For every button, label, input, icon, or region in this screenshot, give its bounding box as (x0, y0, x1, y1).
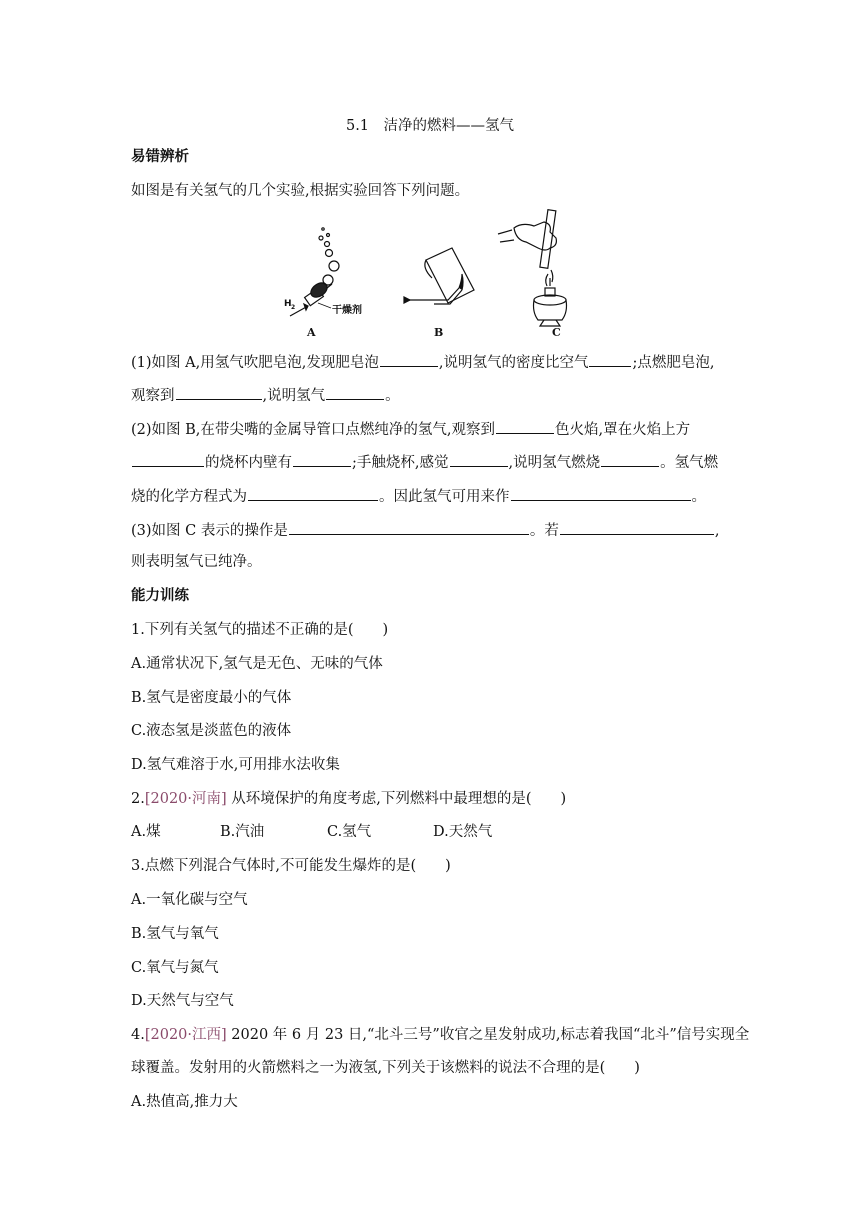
mc1-option-d: D.氢气难溶于水,可用排水法收集 (131, 757, 340, 773)
answer-blank[interactable] (289, 519, 529, 535)
answer-blank[interactable] (248, 485, 378, 501)
mc3-option-b: B.氢气与氧气 (131, 926, 219, 942)
q1-text-1: (1)如图 A,用氢气吹肥皂泡,发现肥皂泡 (131, 355, 379, 371)
q2-text-4: ;手触烧杯,感觉 (352, 455, 449, 471)
label-c: C (552, 326, 561, 338)
answer-blank[interactable] (326, 384, 384, 400)
q3-text-2: 。若 (529, 523, 559, 539)
mc4-option-a: A.热值高,推力大 (131, 1094, 238, 1110)
mc1-option-c: C.液态氢是淡蓝色的液体 (131, 723, 292, 739)
q1-text-3: ;点燃肥皂泡, (632, 355, 715, 371)
mc4-stem-line-1 (131, 1025, 749, 1045)
mc3-option-a: A.一氧化碳与空气 (131, 892, 248, 908)
mc2-stem-text: 从环境保护的角度考虑,下列燃料中最理想的是( ) (226, 791, 567, 807)
label-h2: H (284, 299, 292, 309)
question-3-line-2: 则表明氢气已纯净。 (131, 554, 262, 570)
q2-text-3: 的烧杯内壁有 (205, 455, 292, 471)
experiment-figure (276, 208, 586, 338)
q2-text-8: 。因此氢气可用来作 (379, 489, 510, 505)
page-title: 5.1 洁净的燃料——氢气 (345, 118, 515, 134)
answer-blank[interactable] (601, 451, 659, 467)
question-1-line-2 (131, 384, 400, 406)
figure-c-hand-test-tube (498, 210, 567, 326)
section-heading-ability-training: 能力训练 (131, 588, 189, 604)
q2-text-2: 色火焰,罩在火焰上方 (555, 422, 691, 438)
answer-blank[interactable] (176, 384, 262, 400)
question-2-line-2 (131, 451, 718, 473)
mc1-option-b: B.氢气是密度最小的气体 (131, 690, 292, 706)
q1-text-5: ,说明氢气 (262, 388, 326, 404)
mc4-source-tag: [2020·江西] (144, 1027, 227, 1043)
mc3-option-c: C.氧气与氮气 (131, 960, 219, 976)
answer-blank[interactable] (589, 351, 631, 367)
q2-text-5: ,说明氢气燃烧 (508, 455, 601, 471)
label-h2-subscript: 2 (291, 304, 296, 311)
mc1-stem: 1.下列有关氢气的描述不正确的是( ) (131, 622, 389, 638)
q3-text-1: (3)如图 C 表示的操作是 (131, 523, 288, 539)
section-heading-error-analysis: 易错辨析 (131, 149, 189, 165)
answer-blank[interactable] (380, 351, 438, 367)
intro-text: 如图是有关氢气的几个实验,根据实验回答下列问题。 (131, 183, 470, 199)
label-b: B (434, 326, 444, 338)
q1-text-4: 观察到 (131, 388, 175, 404)
figure-b-beaker-flame (404, 248, 474, 304)
answer-blank[interactable] (450, 451, 508, 467)
mc2-option-c: C.氢气 (327, 824, 372, 840)
label-a: A (307, 326, 316, 338)
q1-text-6: 。 (385, 388, 400, 404)
answer-blank[interactable] (293, 451, 351, 467)
mc2-option-d: D.天然气 (433, 824, 493, 840)
mc1-option-a: A.通常状况下,氢气是无色、无味的气体 (131, 656, 383, 672)
q2-text-7: 烧的化学方程式为 (131, 489, 247, 505)
answer-blank[interactable] (560, 519, 714, 535)
answer-blank[interactable] (132, 451, 204, 467)
label-desiccant: 干燥剂 (332, 305, 362, 316)
mc2-number: 2. (131, 791, 145, 807)
mc3-option-d: D.天然气与空气 (131, 993, 234, 1009)
question-1-line-1 (131, 351, 714, 373)
mc2-option-b: B.汽油 (220, 824, 265, 840)
q2-text-6: 。氢气燃 (660, 455, 719, 471)
answer-blank[interactable] (496, 418, 554, 434)
experiment-illustration (276, 208, 586, 338)
mc4-stem-line-2: 球覆盖。发射用的火箭燃料之一为液氢,下列关于该燃料的说法不合理的是( ) (131, 1060, 640, 1076)
mc3-stem: 3.点燃下列混合气体时,不可能发生爆炸的是( ) (131, 858, 451, 874)
q2-text-1: (2)如图 B,在带尖嘴的金属导管口点燃纯净的氢气,观察到 (131, 422, 496, 438)
q2-text-9: 。 (691, 489, 706, 505)
q3-text-3: , (714, 523, 720, 539)
mc4-stem-text-1: 2020 年 6 月 23 日,“北斗三号”收官之星发射成功,标志着我国“北斗”信号实现全 (226, 1027, 750, 1043)
question-2-line-1 (131, 418, 690, 440)
mc2-stem (131, 789, 566, 809)
answer-blank[interactable] (511, 485, 691, 501)
figure-a-soap-bubbles (290, 228, 339, 316)
q1-text-2: ,说明氢气的密度比空气 (438, 355, 589, 371)
mc2-source-tag: [2020·河南] (144, 791, 227, 807)
mc2-option-a: A.煤 (131, 824, 161, 840)
question-3-line-1 (131, 519, 719, 541)
question-2-line-3 (131, 485, 706, 507)
mc4-number: 4. (131, 1027, 145, 1043)
